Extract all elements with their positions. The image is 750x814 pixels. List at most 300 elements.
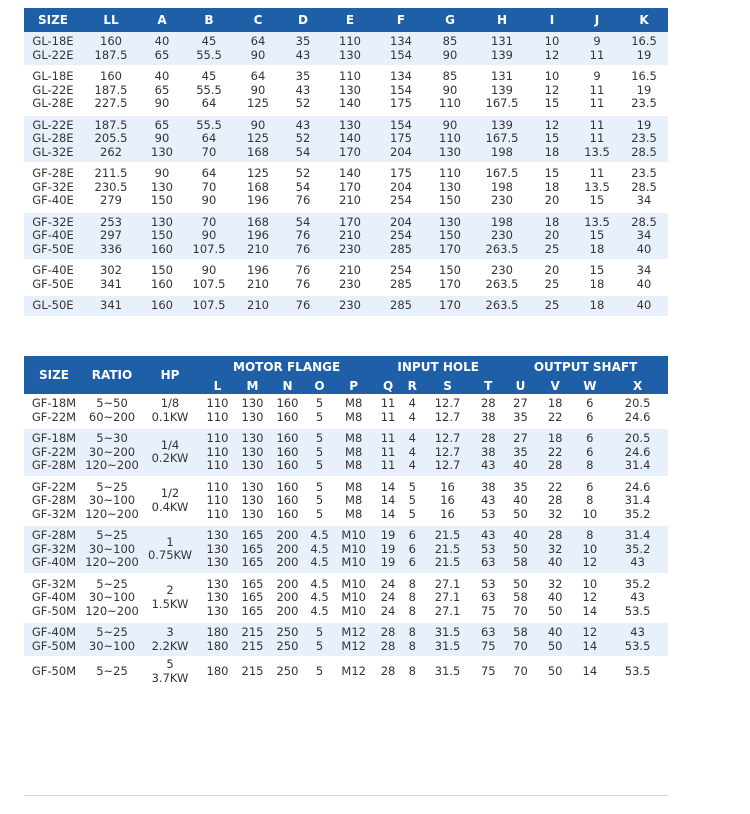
header-p: P: [334, 377, 373, 394]
value-cell: 6: [408, 528, 416, 542]
model-cell: GF-22M: [31, 479, 77, 494]
table-row: [24, 556, 668, 573]
value-cell: 250: [276, 663, 299, 678]
value-cell: 40: [513, 458, 528, 472]
kw-value: 0.75KW: [147, 548, 193, 563]
model-cell: GF-40M: [31, 555, 77, 569]
value-cell: 10: [544, 34, 560, 48]
value-cell: 55.5: [196, 117, 222, 132]
value-cell: M8: [345, 493, 363, 507]
header-w: W: [572, 377, 607, 394]
value-cell: 125: [247, 96, 269, 110]
value-cell: 160: [276, 493, 299, 507]
value-cell: 11: [589, 82, 605, 97]
value-cell: 11: [380, 431, 396, 445]
table-row: [24, 411, 668, 428]
hp-value: 2: [166, 583, 174, 598]
value-cell: 18: [589, 276, 605, 291]
value-cell: 6: [408, 555, 416, 569]
table-row: [24, 146, 668, 163]
value-cell: 76: [295, 263, 311, 277]
value-cell: 341: [100, 298, 122, 312]
value-cell: 180: [206, 625, 229, 639]
value-cell: 110: [206, 396, 229, 410]
value-cell: 160: [276, 444, 299, 459]
value-cell: 27.1: [434, 590, 461, 604]
value-cell: 11: [589, 131, 605, 145]
value-cell: 70: [201, 179, 217, 194]
value-cell: 25: [544, 298, 560, 312]
value-cell: 215: [241, 663, 264, 678]
value-cell: 43: [630, 590, 645, 604]
value-cell: 210: [247, 298, 269, 312]
model-cell: GF-32E: [32, 214, 74, 229]
table-row: [24, 116, 668, 133]
value-cell: 210: [339, 193, 361, 207]
value-cell: 65: [154, 117, 170, 132]
value-cell: 35: [513, 409, 528, 424]
value-cell: 8: [408, 663, 416, 678]
footer-divider: [24, 795, 668, 796]
value-cell: 22: [547, 444, 563, 459]
hp-value: 1/8: [160, 396, 180, 410]
value-cell: 160: [100, 69, 122, 83]
value-cell: 110: [339, 69, 361, 83]
value-cell: 5: [315, 409, 324, 424]
value-cell: 90: [250, 117, 266, 132]
value-cell: 28: [547, 458, 563, 472]
value-cell: 130: [151, 144, 173, 159]
model-cell: GF-28M: [31, 493, 77, 507]
value-cell: 27: [513, 396, 528, 410]
value-cell: 160: [276, 409, 299, 424]
value-cell: 165: [241, 590, 264, 604]
value-cell: 63: [480, 590, 496, 604]
value-cell: 250: [276, 638, 299, 653]
value-cell: 170: [439, 276, 461, 291]
value-cell: 38: [480, 444, 496, 459]
value-cell: 18: [547, 431, 563, 445]
ratio-cell: 30~100: [88, 541, 136, 556]
value-cell: 64: [201, 166, 217, 180]
value-cell: 40: [547, 590, 563, 604]
hp-cell: [140, 658, 200, 685]
kw-value: 0.1KW: [151, 409, 189, 424]
value-cell: 4: [408, 444, 416, 459]
value-cell: 140: [339, 96, 361, 110]
value-cell: 43: [480, 528, 496, 542]
value-cell: 64: [250, 34, 266, 48]
value-cell: M10: [341, 603, 366, 618]
model-cell: GL-18E: [32, 69, 74, 83]
value-cell: 90: [201, 193, 217, 207]
value-cell: 63: [480, 555, 496, 569]
value-cell: M8: [345, 479, 363, 494]
value-cell: 170: [439, 241, 461, 256]
value-cell: 40: [513, 528, 528, 542]
table-row: [24, 261, 668, 278]
table-row: [24, 446, 668, 460]
table-row: [24, 494, 668, 508]
value-cell: 12.7: [434, 431, 461, 445]
table-row: [24, 623, 668, 640]
value-cell: 45: [201, 34, 217, 48]
value-cell: 16.5: [631, 69, 657, 83]
value-cell: 4: [408, 409, 416, 424]
value-cell: 27: [513, 431, 528, 445]
value-cell: 65: [154, 47, 170, 62]
value-cell: 13.5: [584, 214, 610, 229]
value-cell: 63: [480, 625, 496, 639]
value-cell: 8: [408, 603, 416, 618]
value-cell: 11: [589, 47, 605, 62]
hp-value: 1/4: [160, 437, 180, 452]
value-cell: 110: [339, 34, 361, 48]
value-cell: 279: [100, 193, 122, 207]
value-cell: 28: [547, 528, 563, 542]
value-cell: 187.5: [94, 47, 128, 62]
value-cell: 43: [630, 625, 645, 639]
value-cell: 154: [390, 47, 412, 62]
value-cell: 200: [276, 528, 299, 542]
value-cell: 21.5: [434, 555, 461, 569]
value-cell: 5: [408, 493, 416, 507]
value-cell: 130: [206, 555, 229, 569]
value-cell: 263.5: [485, 276, 519, 291]
value-cell: 90: [201, 263, 217, 277]
value-cell: 24: [380, 603, 396, 618]
value-cell: 55.5: [196, 82, 222, 97]
value-cell: 13.5: [584, 144, 610, 159]
header-c: C: [234, 8, 282, 32]
value-cell: 70: [513, 638, 528, 653]
value-cell: 31.5: [434, 625, 461, 639]
value-cell: 64: [201, 96, 217, 110]
value-cell: 90: [442, 47, 458, 62]
value-cell: M8: [345, 444, 363, 459]
value-cell: 76: [295, 241, 311, 256]
ratio-cell: 30~100: [88, 493, 136, 507]
value-cell: 43: [295, 47, 311, 62]
value-cell: 15: [589, 263, 605, 277]
value-cell: 110: [439, 131, 461, 145]
value-cell: 210: [247, 241, 269, 256]
value-cell: 140: [339, 131, 361, 145]
value-cell: 130: [439, 144, 461, 159]
kw-value: 0.4KW: [151, 499, 189, 514]
value-cell: 211.5: [94, 166, 128, 180]
value-cell: M12: [341, 638, 366, 653]
value-cell: 58: [513, 555, 528, 569]
value-cell: 200: [276, 555, 299, 569]
value-cell: 170: [339, 144, 361, 159]
value-cell: 167.5: [485, 166, 519, 180]
value-cell: 40: [636, 276, 652, 291]
value-cell: 11: [380, 409, 396, 424]
value-cell: 5: [315, 506, 324, 521]
value-cell: 130: [151, 214, 173, 229]
model-cell: GF-50M: [31, 663, 77, 678]
value-cell: 131: [491, 69, 513, 83]
value-cell: 110: [206, 493, 229, 507]
value-cell: 110: [206, 444, 229, 459]
value-cell: 254: [390, 263, 412, 277]
ratio-cell: 5~50: [96, 396, 128, 410]
value-cell: 15: [544, 166, 560, 180]
value-cell: 227.5: [94, 96, 128, 110]
value-cell: 50: [513, 576, 528, 591]
header-k: K: [620, 8, 668, 32]
value-cell: M10: [341, 528, 366, 542]
value-cell: 18: [544, 179, 560, 194]
value-cell: 170: [439, 298, 461, 312]
value-cell: 40: [636, 241, 652, 256]
header-e: E: [324, 8, 376, 32]
value-cell: 28.5: [631, 179, 657, 194]
value-cell: 90: [154, 96, 170, 110]
value-cell: 31.4: [624, 493, 651, 507]
value-cell: 200: [276, 603, 299, 618]
value-cell: 40: [513, 493, 528, 507]
table-row: [24, 181, 668, 195]
header-t: T: [473, 377, 503, 394]
value-cell: 253: [100, 214, 122, 229]
model-cell: GF-32M: [31, 506, 77, 521]
value-cell: 125: [247, 131, 269, 145]
table-row: [24, 84, 668, 98]
value-cell: 341: [100, 276, 122, 291]
value-cell: M10: [341, 555, 366, 569]
value-cell: 85: [442, 69, 458, 83]
value-cell: M8: [345, 458, 363, 472]
value-cell: 90: [442, 117, 458, 132]
value-cell: 45: [201, 69, 217, 83]
table-row: [24, 243, 668, 260]
model-cell: GF-32E: [32, 179, 74, 194]
value-cell: 196: [247, 263, 269, 277]
value-cell: 10: [582, 506, 598, 521]
value-cell: 20: [544, 263, 560, 277]
value-cell: 75: [480, 603, 496, 618]
value-cell: 52: [295, 96, 311, 110]
model-cell: GF-40M: [31, 625, 77, 639]
ratio-cell: 30~100: [88, 638, 136, 653]
value-cell: 167.5: [485, 96, 519, 110]
value-cell: 297: [100, 228, 122, 242]
model-cell: GF-50E: [32, 276, 74, 291]
value-cell: 150: [151, 263, 173, 277]
value-cell: 53.5: [624, 603, 651, 618]
hp-cell: [140, 623, 200, 656]
value-cell: 90: [250, 47, 266, 62]
value-cell: 4: [408, 431, 416, 445]
value-cell: 11: [589, 117, 605, 132]
table-row: [24, 49, 668, 66]
value-cell: 70: [201, 214, 217, 229]
value-cell: 35.2: [624, 541, 651, 556]
ratio-cell: 5~25: [96, 625, 128, 639]
value-cell: 19: [380, 555, 396, 569]
value-cell: 5: [315, 493, 324, 507]
value-cell: 5: [408, 506, 416, 521]
value-cell: 14: [582, 663, 598, 678]
value-cell: 21.5: [434, 541, 461, 556]
value-cell: 28: [380, 663, 396, 678]
hp-value: 1/2: [160, 486, 180, 501]
ratio-cell: 120~200: [85, 555, 139, 569]
value-cell: 125: [247, 166, 269, 180]
value-cell: 90: [154, 166, 170, 180]
value-cell: 8: [586, 493, 594, 507]
value-cell: 5: [315, 479, 324, 494]
value-cell: 75: [480, 663, 496, 678]
value-cell: 58: [513, 625, 528, 639]
value-cell: 6: [586, 409, 594, 424]
value-cell: 196: [247, 193, 269, 207]
value-cell: 31.4: [624, 458, 651, 472]
value-cell: 24.6: [624, 444, 651, 459]
value-cell: 200: [276, 576, 299, 591]
value-cell: 53: [480, 576, 496, 591]
value-cell: 6: [586, 479, 594, 494]
value-cell: 35: [295, 69, 311, 83]
value-cell: 5: [315, 638, 324, 653]
value-cell: 4.5: [310, 541, 329, 556]
value-cell: 40: [547, 555, 563, 569]
value-cell: 154: [390, 117, 412, 132]
hp-cell: [140, 526, 200, 573]
value-cell: 198: [491, 179, 513, 194]
value-cell: 24.6: [624, 409, 651, 424]
header-o: O: [305, 377, 334, 394]
table-row: [24, 32, 668, 49]
value-cell: 50: [547, 663, 563, 678]
value-cell: 4.5: [310, 528, 329, 542]
value-cell: 38: [480, 479, 496, 494]
model-cell: GF-22M: [31, 444, 77, 459]
value-cell: 302: [100, 263, 122, 277]
value-cell: 165: [241, 541, 264, 556]
value-cell: 22: [547, 409, 563, 424]
ratio-cell: 5~30: [96, 431, 128, 445]
value-cell: 187.5: [94, 117, 128, 132]
header-l: L: [200, 377, 235, 394]
header-u: U: [503, 377, 538, 394]
value-cell: 170: [339, 214, 361, 229]
value-cell: 8: [586, 458, 594, 472]
value-cell: 110: [439, 96, 461, 110]
header-d: D: [282, 8, 324, 32]
value-cell: 35: [295, 34, 311, 48]
value-cell: 215: [241, 638, 264, 653]
value-cell: 230: [339, 241, 361, 256]
header-ll: LL: [82, 8, 140, 32]
model-cell: GF-18M: [31, 431, 77, 445]
model-cell: GF-32M: [31, 576, 77, 591]
value-cell: 11: [589, 96, 605, 110]
value-cell: 130: [241, 458, 264, 472]
kw-value: 1.5KW: [151, 596, 189, 611]
value-cell: 54: [295, 144, 311, 159]
value-cell: 40: [547, 625, 563, 639]
value-cell: 130: [241, 506, 264, 521]
value-cell: 55.5: [196, 47, 222, 62]
value-cell: 12.7: [434, 409, 461, 424]
model-cell: GF-50M: [31, 603, 77, 618]
value-cell: 204: [390, 144, 412, 159]
table-row: [24, 67, 668, 84]
value-cell: 43: [295, 82, 311, 97]
ratio-cell: 5~25: [96, 528, 128, 542]
value-cell: 16: [440, 493, 455, 507]
value-cell: 336: [100, 241, 122, 256]
value-cell: 4.5: [310, 576, 329, 591]
value-cell: 160: [276, 431, 299, 445]
value-cell: 85: [442, 34, 458, 48]
header-g: G: [426, 8, 474, 32]
value-cell: 150: [439, 193, 461, 207]
value-cell: 43: [630, 555, 645, 569]
value-cell: 130: [241, 396, 264, 410]
model-cell: GF-28M: [31, 458, 77, 472]
ratio-cell: 30~100: [88, 590, 136, 604]
header-r: R: [403, 377, 422, 394]
value-cell: 107.5: [192, 276, 226, 291]
value-cell: 110: [206, 458, 229, 472]
value-cell: 210: [339, 228, 361, 242]
value-cell: 14: [582, 603, 598, 618]
value-cell: 6: [586, 431, 594, 445]
value-cell: 14: [380, 493, 396, 507]
value-cell: 187.5: [94, 82, 128, 97]
header-hp: HP: [140, 356, 200, 394]
value-cell: 12: [544, 82, 560, 97]
value-cell: 50: [547, 603, 563, 618]
hp-cell: [140, 575, 200, 622]
value-cell: 160: [276, 458, 299, 472]
value-cell: 6: [586, 444, 594, 459]
value-cell: 28: [480, 396, 496, 410]
value-cell: 90: [201, 228, 217, 242]
value-cell: M8: [345, 431, 363, 445]
value-cell: 76: [295, 276, 311, 291]
value-cell: 160: [151, 276, 173, 291]
value-cell: M10: [341, 590, 366, 604]
value-cell: 19: [636, 47, 652, 62]
value-cell: 18: [589, 241, 605, 256]
value-cell: 54: [295, 214, 311, 229]
value-cell: 230: [491, 263, 513, 277]
value-cell: 19: [636, 117, 652, 132]
header-size: SIZE: [24, 356, 84, 394]
value-cell: 15: [544, 96, 560, 110]
value-cell: 200: [276, 541, 299, 556]
table-row: [24, 296, 668, 316]
value-cell: 31.4: [624, 528, 651, 542]
value-cell: 18: [544, 144, 560, 159]
value-cell: 175: [390, 131, 412, 145]
value-cell: 180: [206, 663, 229, 678]
value-cell: 254: [390, 228, 412, 242]
value-cell: 285: [390, 241, 412, 256]
value-cell: 180: [206, 638, 229, 653]
header-size: SIZE: [24, 8, 82, 32]
value-cell: M8: [345, 409, 363, 424]
hp-cell: [140, 478, 200, 525]
value-cell: 52: [295, 131, 311, 145]
value-cell: 165: [241, 603, 264, 618]
value-cell: 130: [241, 431, 264, 445]
